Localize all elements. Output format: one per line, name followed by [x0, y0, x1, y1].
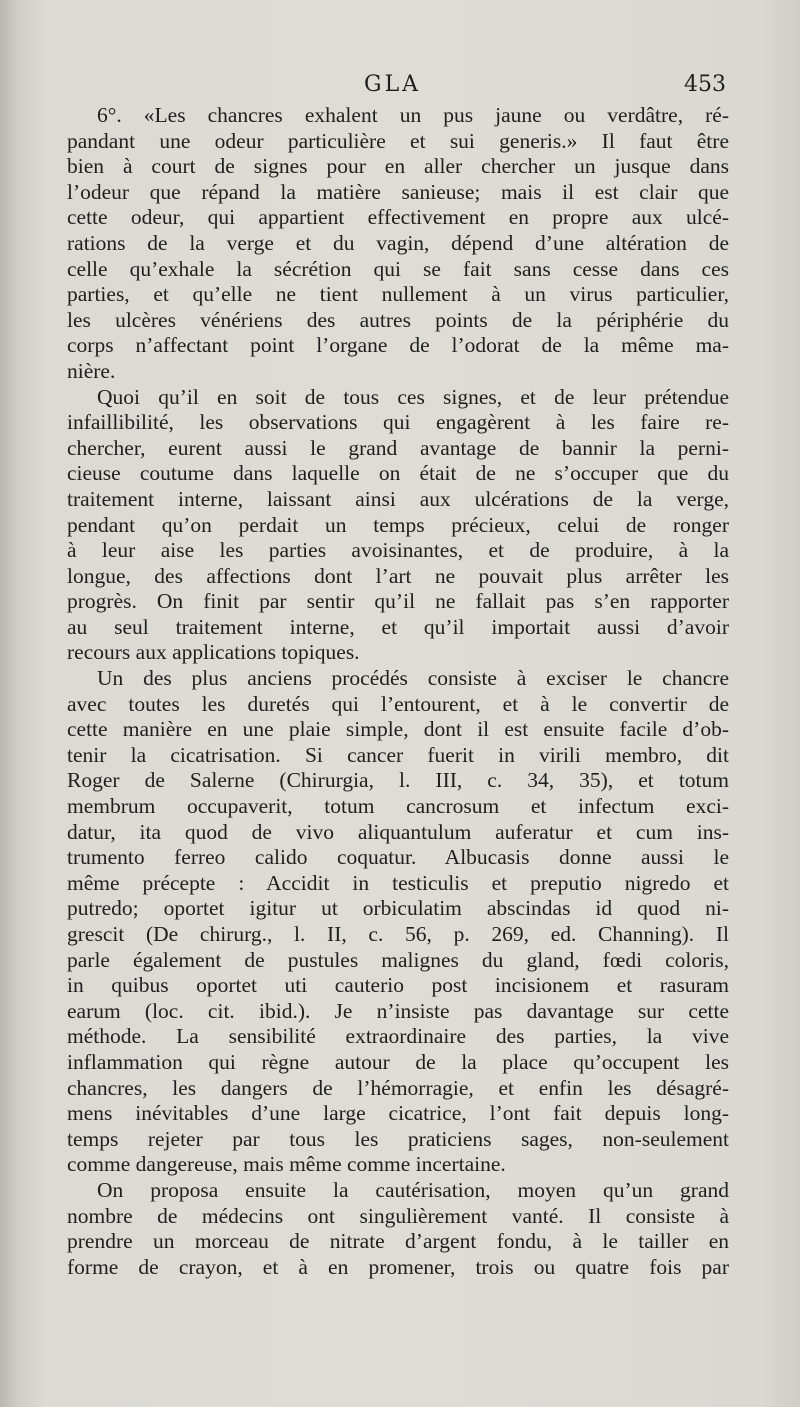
- text-line: les ulcères vénériens des autres points de la périphérie du: [67, 307, 729, 332]
- text-line: avec toutes les duretés qui l’entourent, et à le convertir de: [67, 691, 729, 716]
- text-line: même précepte : Accidit in testiculis et preputio nigredo et: [67, 870, 729, 895]
- text-line: pendant qu’on perdait un temps précieux, celui de ronger: [67, 512, 729, 537]
- text-line: inflammation qui règne autour de la place qu’occupent les: [67, 1049, 729, 1074]
- text-line: cette manière en une plaie simple, dont il est ensuite facile d’ob-: [67, 717, 729, 742]
- text-line: On proposa ensuite la cautérisation, moyen qu’un grand: [97, 1177, 729, 1202]
- text-line: membrum occupaverit, totum cancrosum et infectum exci-: [67, 794, 729, 819]
- text-line: traitement interne, laissant ainsi aux ulcérations de la verge,: [67, 486, 729, 511]
- text-line: 6°. «Les chancres exhalent un pus jaune ou verdâtre, ré-: [97, 103, 729, 127]
- text-line: comme dangereuse, mais même comme incertaine.: [67, 1152, 506, 1177]
- text-line: cieuse coutume dans laquelle on était de ne s’occuper que du: [67, 461, 729, 486]
- text-line: rations de la verge et du vagin, dépend d’une altération de: [67, 230, 729, 255]
- text-line: parle également de pustules malignes du gland, fœdi coloris,: [67, 947, 729, 972]
- text-line: mens inévitables d’une large cicatrice, l’ont fait depuis long-: [67, 1101, 729, 1126]
- page-number: 453: [684, 72, 726, 97]
- text-line: cette odeur, qui appartient effectivement en propre aux ulcé-: [67, 205, 729, 230]
- text-line: Roger de Salerne (Chirurgia, l. III, c. 34, 35), et totum: [67, 768, 729, 793]
- text-line: bien à court de signes pour en aller chercher un jusque dans: [67, 154, 729, 179]
- text-line: datur, ita quod de vivo aliquantulum auferatur et cum ins-: [67, 819, 729, 844]
- text-line: l’odeur que répand la matière sanieuse; mais il est clair que: [67, 179, 729, 204]
- text-line: au seul traitement interne, et qu’il importait aussi d’avoir: [67, 614, 729, 639]
- running-head: [0, 72, 800, 102]
- text-line: earum (loc. cit. ibid.). Je n’insiste pas davantage sur cette: [67, 998, 729, 1023]
- text-line: in quibus oportet uti cauterio post incisionem et rasuram: [67, 973, 729, 998]
- text-line: grescit (De chirurg., l. II, c. 56, p. 269, ed. Channing). Il: [67, 922, 729, 946]
- text-line: putredo; oportet igitur ut orbiculatim abscindas id quod ni-: [67, 896, 729, 921]
- text-line: chancres, les dangers de l’hémorragie, et enfin les désagré-: [67, 1075, 729, 1100]
- running-head-title: GLA: [364, 72, 422, 97]
- text-line: parties, et qu’elle ne tient nullement à un virus particulier,: [67, 282, 729, 307]
- text-line: recours aux applications topiques.: [67, 640, 360, 665]
- text-line: infaillibilité, les observations qui engagèrent à les faire re-: [67, 410, 729, 435]
- text-line: progrès. On finit par sentir qu’il ne fallait pas s’en rapporter: [67, 589, 729, 614]
- text-line: à leur aise les parties avoisinantes, et de produire, à la: [67, 538, 729, 563]
- body-text: [67, 103, 729, 1280]
- text-line: pandant une odeur particulière et sui generis.» Il faut être: [67, 128, 729, 153]
- text-line: forme de crayon, et à en promener, trois ou quatre fois par: [67, 1254, 729, 1279]
- text-line: celle qu’exhale la sécrétion qui se fait sans cesse dans ces: [67, 256, 729, 281]
- text-line: Quoi qu’il en soit de tous ces signes, et de leur prétendue: [97, 384, 729, 409]
- text-line: temps rejeter par tous les praticiens sages, non-seulement: [67, 1126, 729, 1151]
- text-line: nombre de médecins ont singulièrement vanté. Il consiste à: [67, 1203, 729, 1228]
- text-line: prendre un morceau de nitrate d’argent fondu, à le tailler en: [67, 1229, 729, 1254]
- text-line: méthode. La sensibilité extraordinaire des parties, la vive: [67, 1024, 729, 1049]
- text-line: tenir la cicatrisation. Si cancer fuerit in virili membro, dit: [67, 742, 729, 767]
- text-line: chercher, eurent aussi le grand avantage de bannir la perni-: [67, 435, 729, 460]
- text-line: trumento ferreo calido coquatur. Albucasis donne aussi le: [67, 845, 729, 870]
- text-line: longue, des affections dont l’art ne pouvait plus arrêter les: [67, 563, 729, 588]
- text-line: corps n’affectant point l’organe de l’odorat de la même ma-: [67, 333, 729, 358]
- text-line: nière.: [67, 358, 116, 383]
- text-line: Un des plus anciens procédés consiste à exciser le chancre: [97, 666, 729, 691]
